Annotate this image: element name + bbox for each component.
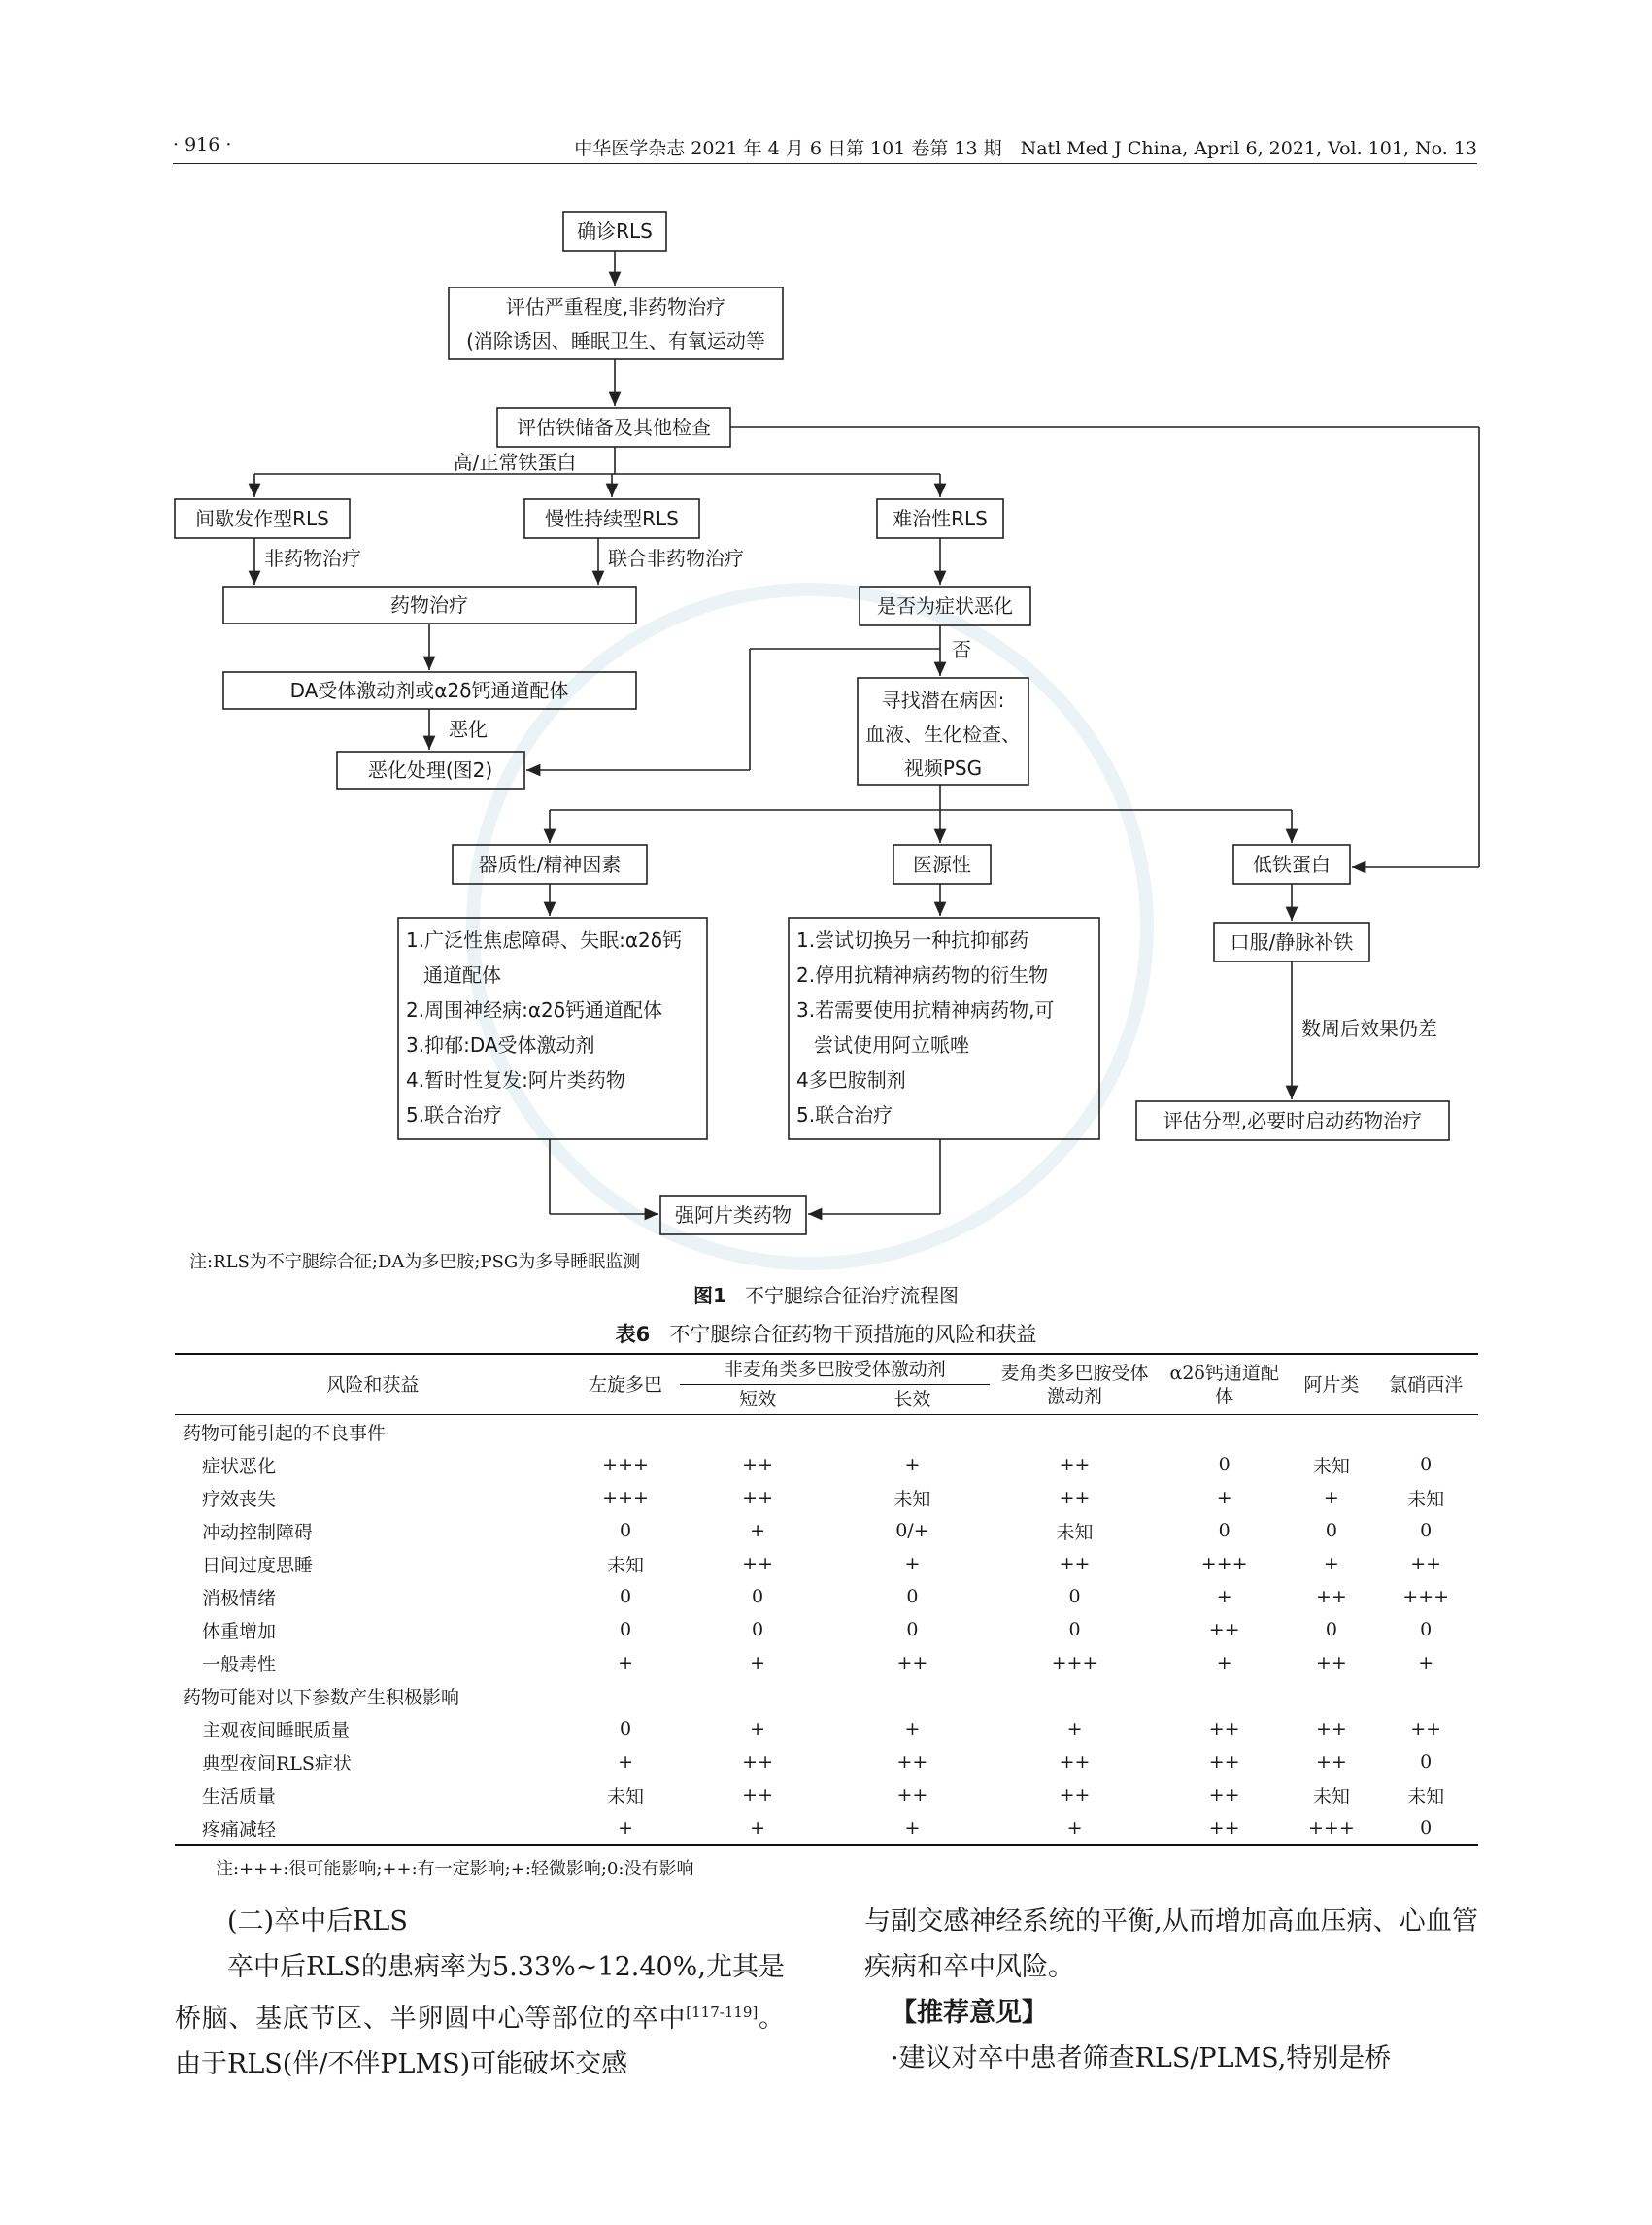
- table-cell: 未知: [1312, 1785, 1350, 1807]
- table-cell: ++: [742, 1751, 774, 1772]
- table-row: [175, 1778, 1478, 1811]
- table-cell: 0: [620, 1586, 632, 1607]
- table-cell: ++: [1315, 1652, 1347, 1673]
- table-row: [175, 1811, 1478, 1845]
- assess-severity-line2: (消除诱因、睡眠卫生、有氧运动等: [466, 329, 765, 353]
- chronic-rls: 慢性持续型RLS: [545, 507, 679, 530]
- table-cell: 未知: [1056, 1521, 1094, 1543]
- section-row: 药物可能引起的不良事件: [183, 1422, 387, 1444]
- table-cell: +: [618, 1652, 633, 1673]
- iatrogenic: 医源性: [913, 853, 971, 876]
- table-cell: ++: [1410, 1718, 1442, 1739]
- recommendation-heading: 【推荐意见】: [891, 1998, 1048, 2028]
- table-label: 表6: [615, 1323, 651, 1346]
- row-label: 典型夜间RLS症状: [202, 1752, 352, 1774]
- table-cell: ++: [1059, 1454, 1091, 1475]
- page-number: · 916 ·: [173, 134, 232, 155]
- table-cell: ++: [896, 1652, 928, 1673]
- table-cell: 0: [620, 1619, 632, 1640]
- table-note: 注:+++:很可能影响;++:有一定影响;+:轻微影响;0:没有影响: [216, 1859, 694, 1879]
- organic-item: 4.暂时性复发:阿片类药物: [406, 1068, 625, 1092]
- non-drug-label: 非药物治疗: [264, 547, 361, 570]
- iatro-item: 5.联合治疗: [796, 1103, 893, 1127]
- header-levodopa: 左旋多巴: [571, 1354, 681, 1415]
- table-cell: 0: [1420, 1751, 1433, 1772]
- table-cell: 未知: [893, 1488, 931, 1510]
- organic-item: 通道配体: [423, 963, 501, 987]
- table-cell: ++: [1315, 1586, 1347, 1607]
- table-cell: +: [750, 1652, 766, 1673]
- citation: [117-119]: [686, 2004, 759, 2021]
- iatro-item: 1.尝试切换另一种抗抑郁药: [796, 928, 1029, 952]
- table-cell: ++: [1208, 1619, 1240, 1640]
- table-caption: [0, 1319, 1652, 1348]
- table-cell: +: [571, 1811, 681, 1845]
- table-cell: +++: [1289, 1811, 1373, 1845]
- table-cell: ++: [1059, 1553, 1091, 1574]
- table-cell: 0: [1068, 1586, 1081, 1607]
- table-cell: ++: [1059, 1751, 1091, 1772]
- table-cell: +: [904, 1553, 921, 1574]
- header-clonazepam: 氯硝西泮: [1373, 1354, 1478, 1415]
- table-cell: 0: [1068, 1619, 1081, 1640]
- table-cell: 0: [752, 1586, 764, 1607]
- table-cell: 未知: [607, 1554, 645, 1576]
- figure-caption-text: 不宁腿综合征治疗流程图: [745, 1284, 959, 1307]
- table-cell: +: [990, 1811, 1160, 1845]
- iatro-item: 4多巴胺制剂: [796, 1068, 906, 1092]
- table-cell: +: [680, 1811, 834, 1845]
- paragraph-text-cont: 。由于RLS(伴/不伴PLMS)可能破坏交感: [175, 2004, 786, 2079]
- table-row: [175, 1448, 1478, 1481]
- table-cell: ++: [1208, 1718, 1240, 1739]
- table-cell: +: [750, 1718, 766, 1739]
- table-cell: 0: [620, 1520, 632, 1541]
- table-cell: ++: [1208, 1784, 1240, 1805]
- row-label: 疼痛减轻: [175, 1811, 571, 1845]
- figure-label: 图1: [693, 1284, 726, 1307]
- weeks-later-label: 数周后效果仍差: [1301, 1017, 1437, 1040]
- row-label: 消极情绪: [202, 1587, 277, 1609]
- table-cell: ++: [1410, 1553, 1442, 1574]
- table-cell: 0: [1218, 1520, 1231, 1541]
- iatro-item: 3.若需要使用抗精神病药物,可: [796, 998, 1055, 1022]
- table-cell: 未知: [607, 1785, 645, 1807]
- table-cell: +: [1418, 1652, 1434, 1673]
- table-cell: +: [904, 1454, 921, 1475]
- table-cell: +: [1066, 1718, 1083, 1739]
- no-label: 否: [952, 638, 971, 661]
- row-label: 疗效丧失: [202, 1488, 277, 1510]
- row-label: 一般毒性: [202, 1653, 277, 1675]
- refractory-rls: 难治性RLS: [893, 507, 988, 530]
- row-label: 生活质量: [202, 1785, 277, 1807]
- journal-header: 中华医学杂志 2021 年 4 月 6 日第 101 卷第 13 期 Natl Med J China, April 6, 2021, Vol. 101, No. 13: [574, 138, 1477, 159]
- table-cell: ++: [742, 1454, 774, 1475]
- drug-therapy: 药物治疗: [390, 593, 468, 617]
- table-cell: +++: [602, 1454, 649, 1475]
- header-alpha: α2δ钙通道配体: [1160, 1354, 1289, 1415]
- table-cell: 0: [1218, 1454, 1231, 1475]
- worsening-question: 是否为症状恶化: [877, 594, 1013, 618]
- section-row: 药物可能对以下参数产生积极影响: [183, 1686, 460, 1708]
- table-cell: 未知: [1312, 1455, 1350, 1477]
- header-long-acting: 长效: [835, 1385, 990, 1415]
- header-short-acting: 短效: [680, 1385, 834, 1415]
- table-cell: +: [1216, 1586, 1232, 1607]
- row-label: 日间过度思睡: [202, 1554, 314, 1576]
- iatro-item: 2.停用抗精神病药物的衍生物: [796, 963, 1049, 987]
- left-column: [175, 1899, 785, 2087]
- table-cell: +: [750, 1520, 766, 1541]
- table-cell: +++: [602, 1487, 649, 1508]
- table-row: [175, 1481, 1478, 1514]
- table-row: [175, 1646, 1478, 1679]
- assess-severity-line1: 评估严重程度,非药物治疗: [505, 295, 726, 319]
- table-cell: 未知: [1407, 1488, 1445, 1510]
- risk-benefit-table: [175, 1353, 1478, 1846]
- table-row: [175, 1745, 1478, 1778]
- header-risk-benefit: 风险和获益: [175, 1354, 571, 1415]
- table-cell: +: [1216, 1487, 1232, 1508]
- organic-item: 5.联合治疗: [406, 1103, 503, 1127]
- table-cell: ++: [1315, 1718, 1347, 1739]
- strong-opioid: 强阿片类药物: [675, 1203, 792, 1227]
- table-cell: 0/+: [895, 1520, 929, 1541]
- table-cell: 0: [1420, 1619, 1433, 1640]
- worsen-handling: 恶化处理(图2): [367, 759, 493, 782]
- table-cell: ++: [896, 1784, 928, 1805]
- table-row: [175, 1613, 1478, 1646]
- paragraph: [175, 1944, 785, 2087]
- table-cell: +++: [1402, 1586, 1450, 1607]
- table-cell: 未知: [1407, 1785, 1445, 1807]
- table-cell: ++: [1208, 1751, 1240, 1772]
- table-row: [175, 1580, 1478, 1613]
- table-cell: +: [1323, 1487, 1339, 1508]
- table-cell: ++: [742, 1487, 774, 1508]
- table-cell: ++: [1059, 1487, 1091, 1508]
- table-cell: 0: [752, 1619, 764, 1640]
- paragraph-text: 卒中后RLS的患病率为5.33%~12.40%,尤其是桥脑、基底节区、半卵圆中心等部位的卒中: [175, 1952, 785, 2034]
- high-ferritin-label: 高/正常铁蛋白: [453, 451, 577, 474]
- table-cell: 0: [906, 1586, 919, 1607]
- table-cell: ++: [896, 1751, 928, 1772]
- combined-non-drug-label: 联合非药物治疗: [608, 547, 744, 570]
- row-label: 冲动控制障碍: [202, 1521, 314, 1543]
- find-cause-line2: 血液、生化检查、: [865, 723, 1021, 746]
- table-cell: 0: [906, 1619, 919, 1640]
- table-cell: +: [618, 1751, 633, 1772]
- row-label: 症状恶化: [202, 1455, 277, 1477]
- table-row: [175, 1547, 1478, 1580]
- table-cell: ++: [742, 1553, 774, 1574]
- evaluate-type: 评估分型,必要时启动药物治疗: [1163, 1109, 1423, 1132]
- organic-item: 2.周围神经病:α2δ钙通道配体: [406, 998, 662, 1022]
- table-cell: 0: [1325, 1619, 1337, 1640]
- row-label: 主观夜间睡眠质量: [202, 1719, 351, 1741]
- table-cell: 0: [620, 1718, 632, 1739]
- table-cell: 0: [1373, 1811, 1478, 1845]
- confirm-rls: 确诊RLS: [577, 219, 653, 243]
- header-non-ergot: 非麦角类多巴胺受体激动剂: [680, 1354, 990, 1385]
- iron-check: 评估铁储备及其他检查: [517, 416, 711, 439]
- organic-item: 3.抑郁:DA受体激动剂: [406, 1033, 595, 1057]
- table-cell: 0: [1420, 1454, 1433, 1475]
- table-cell: ++: [1059, 1784, 1091, 1805]
- table-cell: ++: [742, 1784, 774, 1805]
- table-row: [175, 1712, 1478, 1745]
- table-cell: +++: [1200, 1553, 1248, 1574]
- table-cell: 0: [1420, 1520, 1433, 1541]
- figure-note: 注:RLS为不宁腿综合征;DA为多巴胺;PSG为多导睡眠监测: [189, 1252, 641, 1272]
- oral-iv-iron: 口服/静脉补铁: [1230, 930, 1354, 954]
- section-heading: (二)卒中后RLS: [227, 1906, 408, 1937]
- find-cause-line3: 视频PSG: [903, 757, 983, 780]
- table-cell: +: [904, 1718, 921, 1739]
- header-opioid: 阿片类: [1289, 1354, 1373, 1415]
- iatro-item: 尝试使用阿立哌唑: [814, 1033, 969, 1057]
- find-cause-line1: 寻找潜在病因:: [881, 689, 1005, 712]
- table-cell: ++: [1315, 1751, 1347, 1772]
- organic-factors: 器质性/精神因素: [478, 853, 622, 876]
- header-ergot: 麦角类多巴胺受体激动剂: [990, 1354, 1160, 1415]
- table-cell: +: [1323, 1553, 1339, 1574]
- row-label: 体重增加: [202, 1620, 277, 1642]
- intermittent-rls: 间歇发作型RLS: [195, 507, 329, 530]
- worsen-label: 恶化: [449, 718, 488, 741]
- recommendation-item: ·建议对卒中患者筛查RLS/PLMS,特别是桥: [891, 2043, 1392, 2073]
- figure-caption: [0, 1280, 1652, 1308]
- right-column: [864, 1899, 1478, 2081]
- table-cell: +++: [1051, 1652, 1098, 1673]
- low-ferritin: 低铁蛋白: [1253, 853, 1331, 876]
- table-row: [175, 1514, 1478, 1547]
- table-body: [175, 1415, 1478, 1846]
- table-cell: +: [1216, 1652, 1232, 1673]
- table-caption-text: 不宁腿综合征药物干预措施的风险和获益: [669, 1323, 1037, 1346]
- table-cell: 0: [1325, 1520, 1337, 1541]
- table-cell: +: [835, 1811, 990, 1845]
- paragraph-cont: 与副交感神经系统的平衡,从而增加高血压病、心血管疾病和卒中风险。: [864, 1906, 1478, 1982]
- da-alpha-ligand: DA受体激动剂或α2δ钙通道配体: [289, 679, 569, 702]
- table-cell: ++: [1160, 1811, 1289, 1845]
- organic-item: 1.广泛性焦虑障碍、失眠:α2δ钙: [406, 928, 682, 952]
